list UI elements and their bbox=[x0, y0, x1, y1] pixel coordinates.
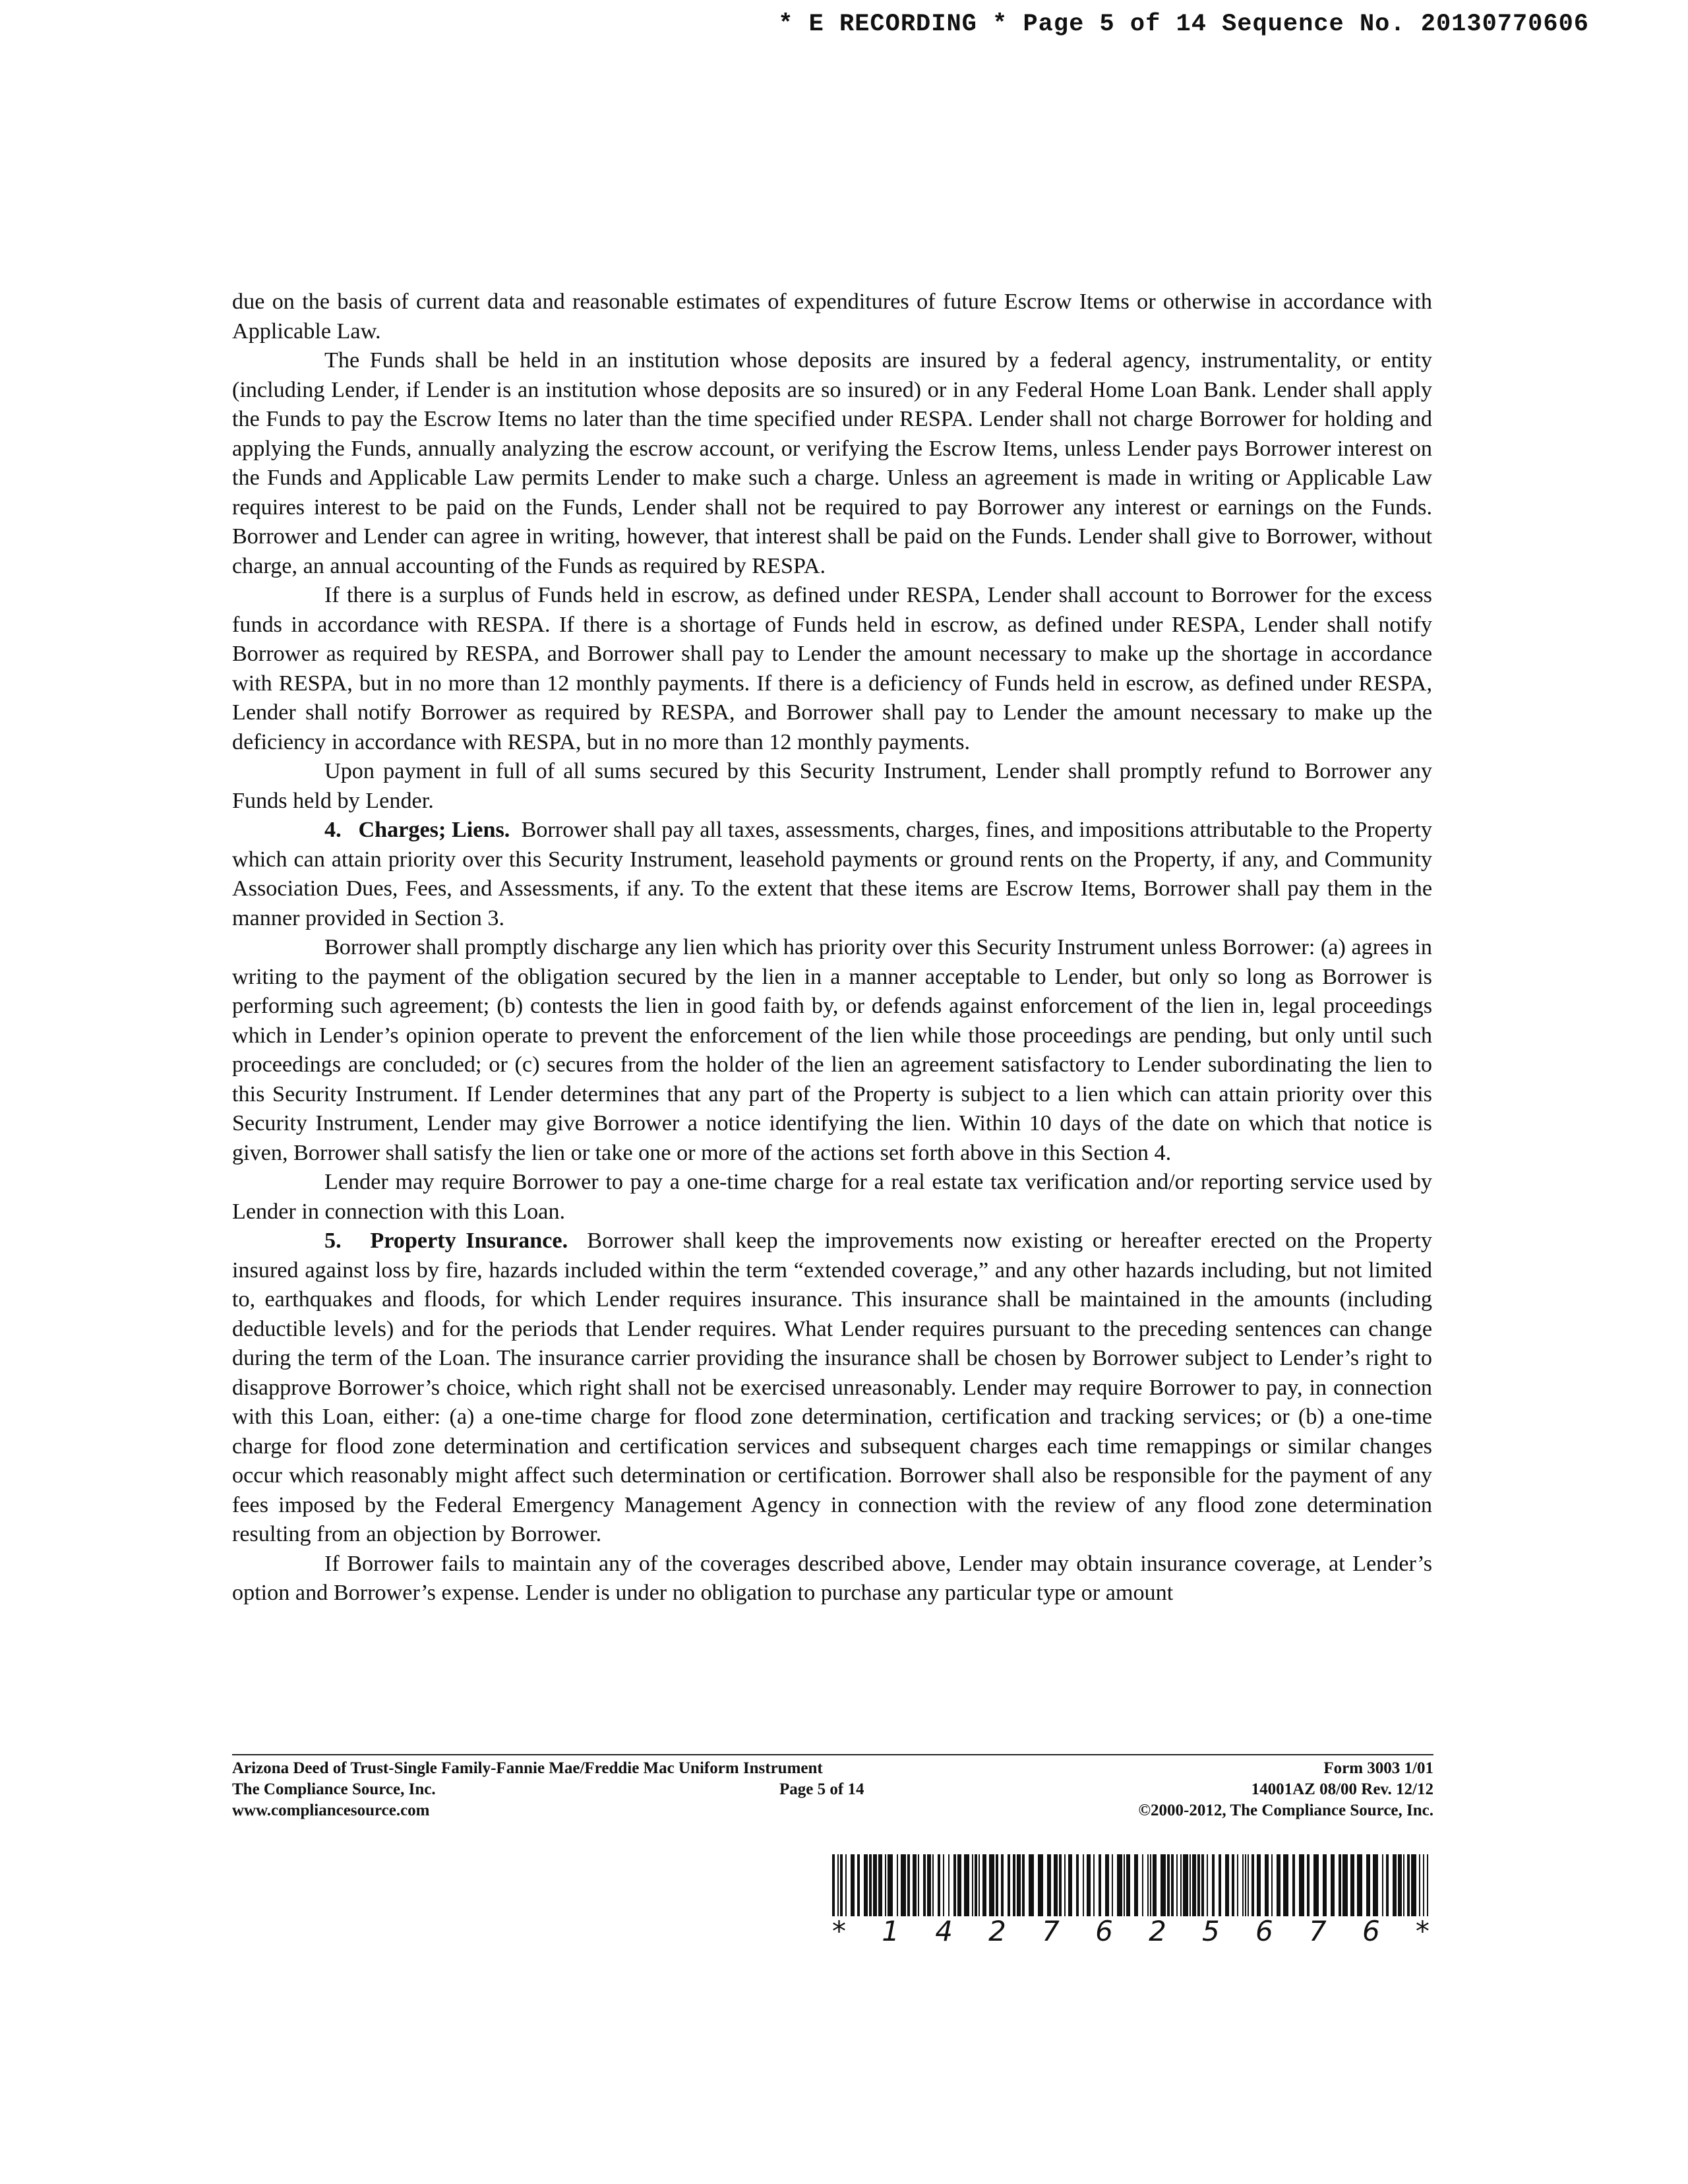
barcode-bar bbox=[837, 1854, 839, 1916]
barcode-bar bbox=[913, 1854, 917, 1916]
barcode bbox=[832, 1854, 1430, 1916]
barcode-digit: 2 bbox=[988, 1915, 1006, 1947]
barcode-bar bbox=[943, 1854, 944, 1916]
barcode-bar bbox=[927, 1854, 931, 1916]
barcode-bar bbox=[1242, 1854, 1244, 1916]
barcode-bar bbox=[1257, 1854, 1261, 1916]
barcode-bar bbox=[1160, 1854, 1166, 1916]
barcode-bar bbox=[1124, 1854, 1125, 1916]
barcode-bar bbox=[923, 1854, 926, 1916]
barcode-bar bbox=[1008, 1854, 1010, 1916]
section-title: Property Insurance. bbox=[370, 1228, 568, 1253]
footer-row bbox=[232, 1758, 1433, 1779]
barcode-bar bbox=[1245, 1854, 1246, 1916]
barcode-bar bbox=[972, 1854, 973, 1916]
barcode-bar bbox=[1323, 1854, 1327, 1916]
barcode-bar bbox=[1393, 1854, 1397, 1916]
barcode-bar bbox=[864, 1854, 868, 1916]
barcode-bar bbox=[932, 1854, 934, 1916]
barcode-bar bbox=[1047, 1854, 1051, 1916]
barcode-bar bbox=[897, 1854, 898, 1916]
barcode-bar bbox=[1083, 1854, 1084, 1916]
barcode-bar bbox=[845, 1854, 847, 1916]
barcode-bar bbox=[1331, 1854, 1335, 1916]
barcode-bar bbox=[1150, 1854, 1151, 1916]
barcode-bar bbox=[964, 1854, 969, 1916]
section-number: 5. bbox=[324, 1228, 342, 1253]
barcode-digit: 4 bbox=[935, 1915, 953, 1947]
barcode-digit: * bbox=[832, 1915, 846, 1947]
barcode-bar bbox=[1167, 1854, 1170, 1916]
barcode-digit: 7 bbox=[1042, 1915, 1060, 1947]
footer-row bbox=[232, 1800, 1433, 1821]
section-text: Borrower shall keep the improvements now existing or hereafter erected on the Property insured against loss by fire, hazards included within the term “extended coverage,” and any other hazards including, but not limited to, earthquakes and floods, for which Lender requires insurance. This insurance shall be maintained in the amounts (including deductible levels) and for the periods that Lender requires. What Lender requires pursuant to the preceding sentences can change during the term of the Loan. The insurance carrier providing the insurance shall be chosen by Borrower subject to Lender’s right to disapprove Borrower’s choice, which right shall not be exercised unreasonably. Lender may require Borrower to pay, in connection with this Loan, either: (a) a one-time charge for flood zone determination, certification and tracking services; or (b) a one-time charge for flood zone determination and certification services and subsequent charges each time remappings or similar changes occur which reasonably might affect such determination or certification. Borrower shall also be responsible for the payment of any fees imposed by the Federal Emergency Management Agency in connection with the review of any flood zone determination resulting from an objection by Borrower. bbox=[232, 1228, 1433, 1546]
paragraph: Lender may require Borrower to pay a one-time charge for a real estate tax verification and/or reporting service used by Lender in connection with this Loan. bbox=[232, 1170, 1432, 1224]
barcode-bar bbox=[1192, 1854, 1196, 1916]
recording-header: * E RECORDING * Page 5 of 14 Sequence No. 20130770606 bbox=[778, 11, 1589, 38]
barcode-bar bbox=[979, 1854, 980, 1916]
barcode-bar bbox=[1313, 1854, 1319, 1916]
barcode-bar bbox=[1411, 1854, 1416, 1916]
barcode-bar bbox=[1180, 1854, 1182, 1916]
barcode-bar bbox=[1225, 1854, 1229, 1916]
barcode-bar bbox=[1038, 1854, 1043, 1916]
barcode-digit: 6 bbox=[1095, 1915, 1113, 1947]
barcode-bar bbox=[1013, 1854, 1015, 1916]
section-title: Charges; Liens. bbox=[358, 818, 510, 842]
paragraph: If Borrower fails to maintain any of the coverages described above, Lender may obtain insurance coverage, at Lender’s option and Borrower’s expense. Lender is under no obligation to purchase any particular type or amount bbox=[232, 1551, 1432, 1605]
form-title: Arizona Deed of Trust-Single Family-Fannie Mae/Freddie Mac Uniform Instrument bbox=[232, 1759, 823, 1777]
barcode-bar bbox=[953, 1854, 956, 1916]
page-footer bbox=[232, 1758, 1433, 1821]
barcode-bar bbox=[832, 1854, 835, 1916]
barcode-bar bbox=[1201, 1854, 1204, 1916]
barcode-digit: 1 bbox=[882, 1915, 899, 1947]
barcode-bar bbox=[1001, 1854, 1004, 1916]
barcode-bar bbox=[918, 1854, 919, 1916]
barcode-bar bbox=[885, 1854, 886, 1916]
barcode-bar bbox=[1212, 1854, 1215, 1916]
barcode-bar bbox=[989, 1854, 994, 1916]
paragraph: Borrower shall promptly discharge any lien which has priority over this Security Instrument unless Borrower: (a) agrees in writing to the payment of the obligation secured by the lien in a manner acceptable to Lender, but only so long as Borrower is performing such agreement; (b) contests the lien in good faith by, or defends against enforcement of the lien in, legal proceedings which in Lender’s opinion operate to prevent the enforcement of the lien while those proceedings are pending, but only until such proceedings are concluded; or (c) secures from the holder of the lien an agreement satisfactory to Lender subordinating the lien to this Security Instrument. If Lender determines that any part of the Property is subject to a lien which can attain priority over this Security Instrument, Lender may give Borrower a notice identifying the lien. Within 10 days of the date on which that notice is given, Borrower shall satisfy the lien or take one or more of the actions set forth above in this Section 4. bbox=[232, 935, 1432, 1165]
barcode-bar bbox=[975, 1854, 977, 1916]
barcode-bar bbox=[1112, 1854, 1113, 1916]
barcode-bar bbox=[1142, 1854, 1143, 1916]
barcode-bar bbox=[1197, 1854, 1200, 1916]
paragraph: The Funds shall be held in an institution whose deposits are insured by a federal agency, instrumentality, or entity (including Lender, if Lender is an institution whose deposits are so insured) or in any Federal Home Loan Bank. Lender shall apply the Funds to pay the Escrow Items no later than the time specified under RESPA. Lender shall not charge Borrower for holding and applying the Funds, annually analyzing the escrow account, or verifying the Escrow Items, unless Lender pays Borrower interest on the Funds and Applicable Law permits Lender to make such a charge. Unless an agreement is made in writing or Applicable Law requires interest to be paid on the Funds, Lender shall not be required to pay Borrower any interest or earnings on the Funds. Borrower and Lender can agree in writing, however, that interest shall be paid on the Funds. Lender shall give to Borrower, without charge, an annual accounting of the Funds as required by RESPA. bbox=[232, 348, 1432, 578]
barcode-bar bbox=[1283, 1854, 1288, 1916]
barcode-bar bbox=[938, 1854, 940, 1916]
barcode-bar bbox=[840, 1854, 843, 1916]
barcode-bar bbox=[1271, 1854, 1273, 1916]
barcode-bar bbox=[1427, 1854, 1428, 1916]
barcode-bar bbox=[1183, 1854, 1188, 1916]
barcode-bar bbox=[1068, 1854, 1072, 1916]
barcode-bar bbox=[1153, 1854, 1157, 1916]
barcode-digit: 5 bbox=[1202, 1915, 1220, 1947]
barcode-bar bbox=[869, 1854, 872, 1916]
barcode-bar bbox=[1219, 1854, 1221, 1916]
barcode-bar bbox=[1126, 1854, 1130, 1916]
form-revision: 14001AZ 08/00 Rev. 12/12 bbox=[1251, 1780, 1433, 1798]
barcode-bar bbox=[907, 1854, 910, 1916]
barcode-bar bbox=[1265, 1854, 1269, 1916]
barcode-bar bbox=[1407, 1854, 1410, 1916]
barcode-digit: 6 bbox=[1255, 1915, 1273, 1947]
barcode-digit: * bbox=[1415, 1915, 1430, 1947]
company-name: The Compliance Source, Inc. bbox=[232, 1780, 436, 1798]
barcode-bar bbox=[948, 1854, 950, 1916]
form-number: Form 3003 1/01 bbox=[1323, 1759, 1433, 1777]
barcode-bar bbox=[1147, 1854, 1149, 1916]
barcode-bar bbox=[1423, 1854, 1424, 1916]
barcode-bar bbox=[1093, 1854, 1095, 1916]
barcode-digit: 7 bbox=[1308, 1915, 1327, 1947]
barcode-digit: 2 bbox=[1149, 1915, 1166, 1947]
barcode-bar bbox=[1386, 1854, 1389, 1916]
barcode-bar bbox=[1277, 1854, 1281, 1916]
barcode-bar bbox=[1232, 1854, 1234, 1916]
barcode-bar bbox=[1382, 1854, 1383, 1916]
barcode-bar bbox=[857, 1854, 860, 1916]
document-body bbox=[232, 288, 1432, 1608]
footer-row bbox=[232, 1779, 1433, 1800]
paragraph: Upon payment in full of all sums secured by this Security Instrument, Lender shall promptly refund to Borrower any Funds held by Lender. bbox=[232, 759, 1432, 813]
barcode-bar bbox=[1292, 1854, 1295, 1916]
barcode-bar bbox=[1366, 1854, 1370, 1916]
barcode-bar bbox=[1299, 1854, 1304, 1916]
company-website: www.compliancesource.com bbox=[232, 1802, 430, 1819]
barcode-bar bbox=[873, 1854, 877, 1916]
barcode-bar bbox=[1342, 1854, 1348, 1916]
barcode-bar bbox=[851, 1854, 855, 1916]
barcode-bar bbox=[1087, 1854, 1091, 1916]
barcode-bar bbox=[1059, 1854, 1062, 1916]
barcode-bar bbox=[982, 1854, 986, 1916]
barcode-bar bbox=[1248, 1854, 1249, 1916]
footer-divider bbox=[232, 1754, 1433, 1755]
barcode-bar bbox=[1237, 1854, 1238, 1916]
barcode-bar bbox=[1350, 1854, 1354, 1916]
barcode-bar bbox=[1398, 1854, 1402, 1916]
barcode-bar bbox=[1176, 1854, 1178, 1916]
paragraph: due on the basis of current data and reasonable estimates of expenditures of future Escrow Items or otherwise in accordance with Applicable Law. bbox=[232, 289, 1432, 344]
barcode-bar bbox=[901, 1854, 906, 1916]
barcode-bar bbox=[1134, 1854, 1138, 1916]
barcode-bar bbox=[1307, 1854, 1310, 1916]
barcode-bar bbox=[1022, 1854, 1025, 1916]
barcode-bar bbox=[1171, 1854, 1174, 1916]
section-number: 4. bbox=[324, 818, 342, 842]
barcode-bar bbox=[878, 1854, 882, 1916]
paragraph: If there is a surplus of Funds held in escrow, as defined under RESPA, Lender shall account to Borrower for the excess funds in accordance with RESPA. If there is a shortage of Funds held in escrow, as defined under RESPA, Lender shall notify Borrower as required by RESPA, and Borrower shall pay to Lender the amount necessary to make up the shortage in accordance with RESPA, but in no more than 12 monthly payments. If there is a deficiency of Funds held in escrow, as defined under RESPA, Lender shall notify Borrower as required by RESPA, and Borrower shall pay to Lender the amount necessary to make up the deficiency in accordance with RESPA, but in no more than 12 monthly payments. bbox=[232, 583, 1432, 754]
copyright: ©2000-2012, The Compliance Source, Inc. bbox=[1138, 1802, 1433, 1819]
barcode-bar bbox=[1105, 1854, 1109, 1916]
barcode-bar bbox=[1076, 1854, 1079, 1916]
barcode-digit: 6 bbox=[1362, 1915, 1380, 1947]
barcode-bar bbox=[1419, 1854, 1420, 1916]
barcode-bar bbox=[1207, 1854, 1208, 1916]
barcode-bar bbox=[1190, 1854, 1191, 1916]
barcode-bar bbox=[1117, 1854, 1122, 1916]
section-text: Borrower shall pay all taxes, assessments, charges, fines, and impositions attributable to the Property which can attain priority over this Security Instrument, leasehold payments or ground rents on the Property, if any, and Community Association Dues, Fees, and Assessments, if any. To the extent that these items are Escrow Items, Borrower shall pay them in the manner provided in Section 3. bbox=[232, 818, 1432, 930]
barcode-digits bbox=[832, 1915, 1430, 1947]
barcode-bar bbox=[1403, 1854, 1404, 1916]
section-5-paragraph bbox=[232, 1227, 1432, 1550]
barcode-bar bbox=[888, 1854, 893, 1916]
barcode-bar bbox=[957, 1854, 961, 1916]
barcode-bar bbox=[1251, 1854, 1254, 1916]
page-number: Page 5 of 14 bbox=[779, 1780, 864, 1798]
barcode-bar bbox=[1339, 1854, 1341, 1916]
barcode-bar bbox=[1064, 1854, 1066, 1916]
section-4-paragraph bbox=[232, 816, 1432, 933]
barcode-bar bbox=[1029, 1854, 1034, 1916]
barcode-bar bbox=[1357, 1854, 1362, 1916]
barcode-bar bbox=[1099, 1854, 1101, 1916]
barcode-bar bbox=[996, 1854, 998, 1916]
barcode-bar bbox=[1373, 1854, 1378, 1916]
barcode-bar bbox=[1054, 1854, 1058, 1916]
barcode-bar bbox=[1017, 1854, 1021, 1916]
